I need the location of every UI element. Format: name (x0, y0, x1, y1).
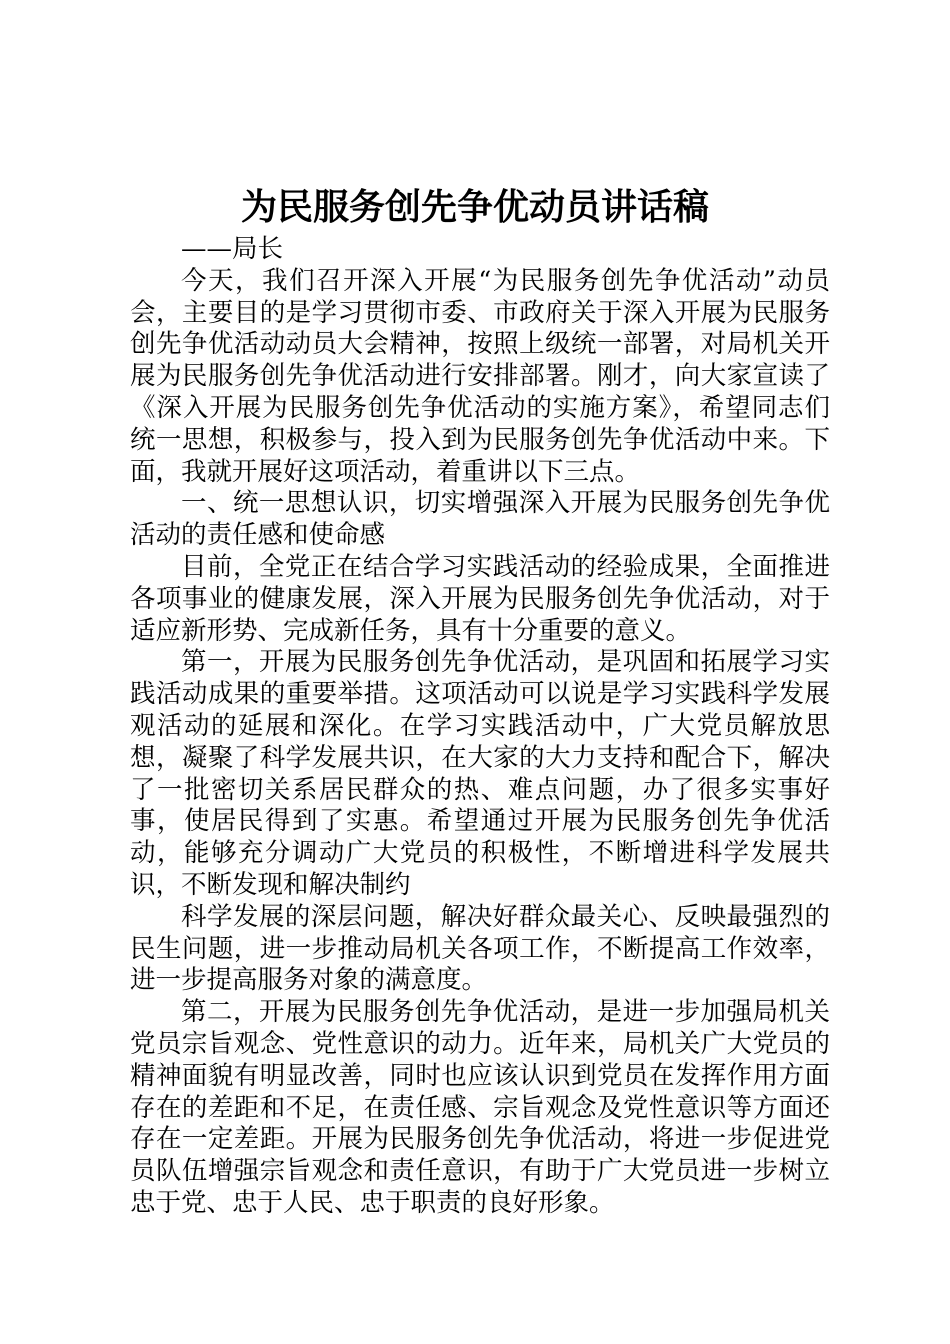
document-body (130, 234, 830, 1220)
section-heading-one: 一、统一思想认识，切实增强深入开展为民服务创先争优活动的责任感和使命感 (130, 488, 830, 551)
speaker-line: ——局长 (181, 234, 284, 264)
document-title: 为民服务创先争优动员讲话稿 (240, 187, 709, 228)
paragraph-opening: 今天，我们召开深入开展“为民服务创先争优活动”动员会，主要目的是学习贯彻市委、市政府关于深入开展为民服务创先争优活动动员大会精神，按照上级统一部署，对局机关开展为民服务创先争优活动进行安排部署。刚才，向大家宣读了《深入开展为民服务创先争优活动的实施方案》，希望同志们统一思想，积极参与，投入到为民服务创先争优活动中来。下面，我就开展好这项活动，着重讲以下三点。 (130, 265, 830, 487)
paragraph: 科学发展的深层问题，解决好群众最关心、反映最强烈的民生问题，进一步推动局机关各项工作，不断提高工作效率，进一步提高服务对象的满意度。 (130, 901, 830, 996)
paragraph: 目前，全党正在结合学习实践活动的经验成果，全面推进各项事业的健康发展，深入开展为民服务创先争优活动，对于适应新形势、完成新任务，具有十分重要的意义。 (130, 551, 830, 646)
paragraph-point-two: 第二，开展为民服务创先争优活动，是进一步加强局机关党员宗旨观念、党性意识的动力。近年来，局机关广大党员的精神面貌有明显改善，同时也应该认识到党员在发挥作用方面存在的差距和不足，在责任感、宗旨观念及党性意识等方面还存在一定差距。开展为民服务创先争优活动，将进一步促进党员队伍增强宗旨观念和责任意识，有助于广大党员进一步树立忠于党、忠于人民、忠于职责的良好形象。 (130, 997, 830, 1218)
paragraph-point-one: 第一，开展为民服务创先争优活动，是巩固和拓展学习实践活动成果的重要举措。这项活动可以说是学习实践科学发展观活动的延展和深化。在学习实践活动中，广大党员解放思想，凝聚了科学发展共识，在大家的大力支持和配合下，解决了一批密切关系居民群众的热、难点问题，办了很多实事好事，使居民得到了实惠。希望通过开展为民服务创先争优活动，能够充分调动广大党员的积极性，不断增进科学发展共识，不断发现和解决制约 (130, 647, 830, 900)
